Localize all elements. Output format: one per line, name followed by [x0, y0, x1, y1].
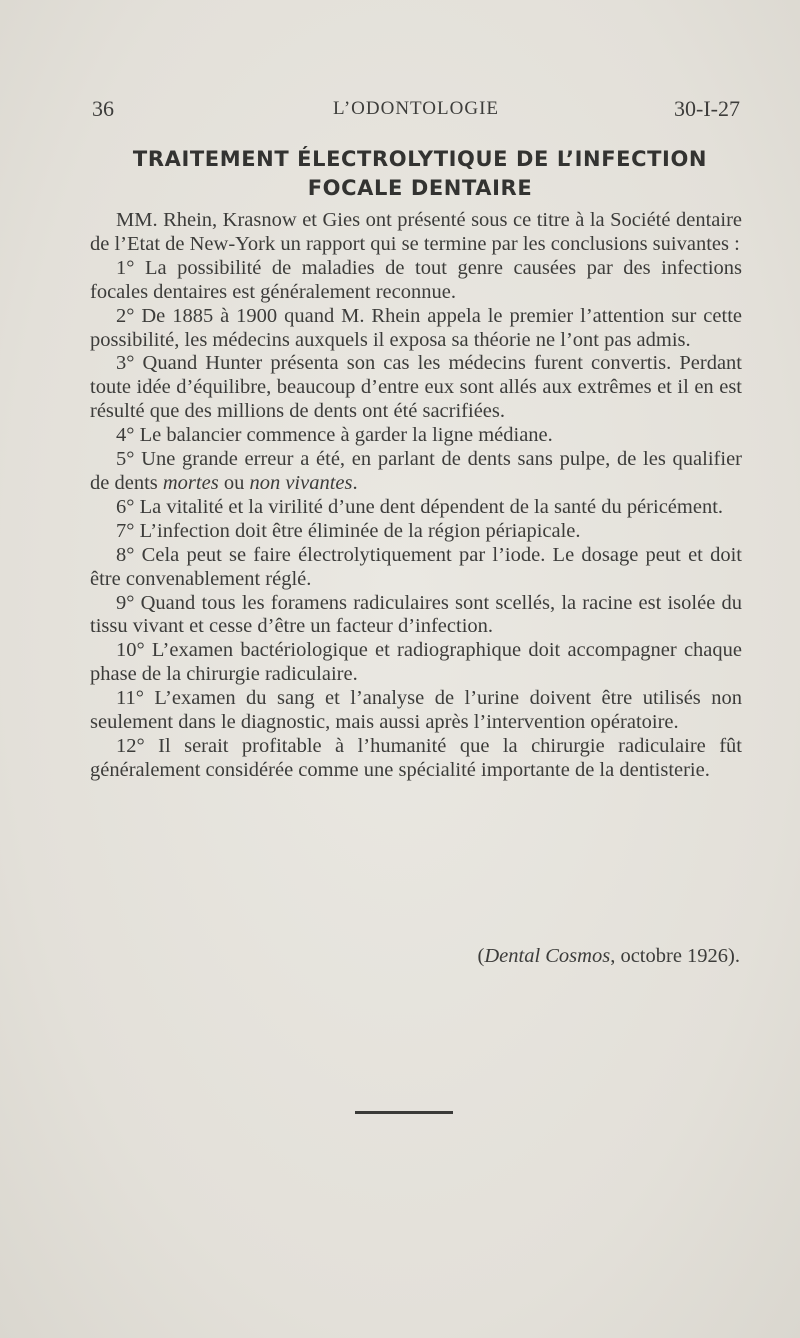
- citation-open: (: [477, 945, 485, 967]
- conclusion-item-5: [90, 448, 742, 496]
- conclusion-item-1: 1° La possibilité de maladies de tout genre causées par des infections focales dentaires est généralement reconnue.: [90, 256, 742, 303]
- citation-rest: , octobre 1926).: [610, 945, 740, 967]
- conclusion-item-4: 4° Le balancier commence à garder la ligne médiane.: [116, 424, 553, 447]
- item-5-emphasis-2: non vivantes: [249, 471, 353, 494]
- conclusion-item-9: 9° Quand tous les foramens radiculaires sont scellés, la racine est isolée du tissu vivant et cesse d’être un facteur d’infection.: [90, 591, 742, 638]
- issue-date: 30-I-27: [674, 96, 740, 121]
- item-5-text: 5° Une grande erreur a été, en parlant de dents sans pulpe, de les qualifier de dents: [90, 448, 742, 494]
- source-citation: [380, 945, 740, 968]
- article-title-line-1: TRAITEMENT ÉLECTROLYTIQUE DE L’INFECTION: [132, 147, 708, 171]
- item-5-emphasis-1: mortes: [162, 471, 219, 494]
- section-divider: [355, 1111, 453, 1114]
- page-number: 36: [92, 96, 114, 121]
- item-5-end: .: [352, 471, 358, 494]
- intro-paragraph: MM. Rhein, Krasnow et Gies ont présenté sous ce titre à la Société dentaire de l’Etat de New-York un rapport qui se termine par les conclusions suivantes :: [90, 209, 742, 255]
- article-title-line-2: FOCALE DENTAIRE: [307, 176, 533, 200]
- conclusion-item-3: 3° Quand Hunter présenta son cas les médecins furent convertis. Perdant toute idée d’équilibre, beaucoup d’entre eux sont allés aux extrêmes et il en est résulté que des millions de dents ont été sacrifiées.: [90, 352, 742, 423]
- conclusion-item-11: 11° L’examen du sang et l’analyse de l’urine doivent être utilisés non seulement dans le diagnostic, mais aussi après l’intervention opératoire.: [90, 687, 742, 734]
- article-title: [80, 145, 760, 203]
- citation-source: Dental Cosmos: [484, 945, 611, 967]
- conclusion-item-8: 8° Cela peut se faire électrolytiquement par l’iode. Le dosage peut et doit être convenablement réglé.: [90, 543, 742, 590]
- conclusion-item-12: 12° Il serait profitable à l’humanité que la chirurgie radiculaire fût généralement considérée comme une spécialité importante de la dentisterie.: [90, 734, 742, 781]
- item-5-connector: ou: [218, 471, 250, 494]
- article-body: [90, 209, 742, 783]
- journal-title: L’ODONTOLOGIE: [332, 98, 500, 119]
- running-header: [92, 96, 740, 126]
- conclusion-item-2: 2° De 1885 à 1900 quand M. Rhein appela le premier l’attention sur cette possibilité, les médecins auxquels il exposa sa théorie ne l’ont pas admis.: [90, 304, 742, 351]
- conclusion-item-6: 6° La vitalité et la virilité d’une dent dépendent de la santé du péricément.: [116, 495, 724, 518]
- conclusion-item-10: 10° L’examen bactériologique et radiographique doit accompagner chaque phase de la chirurgie radiculaire.: [90, 639, 742, 686]
- conclusion-item-7: 7° L’infection doit être éliminée de la région périapicale.: [116, 519, 581, 542]
